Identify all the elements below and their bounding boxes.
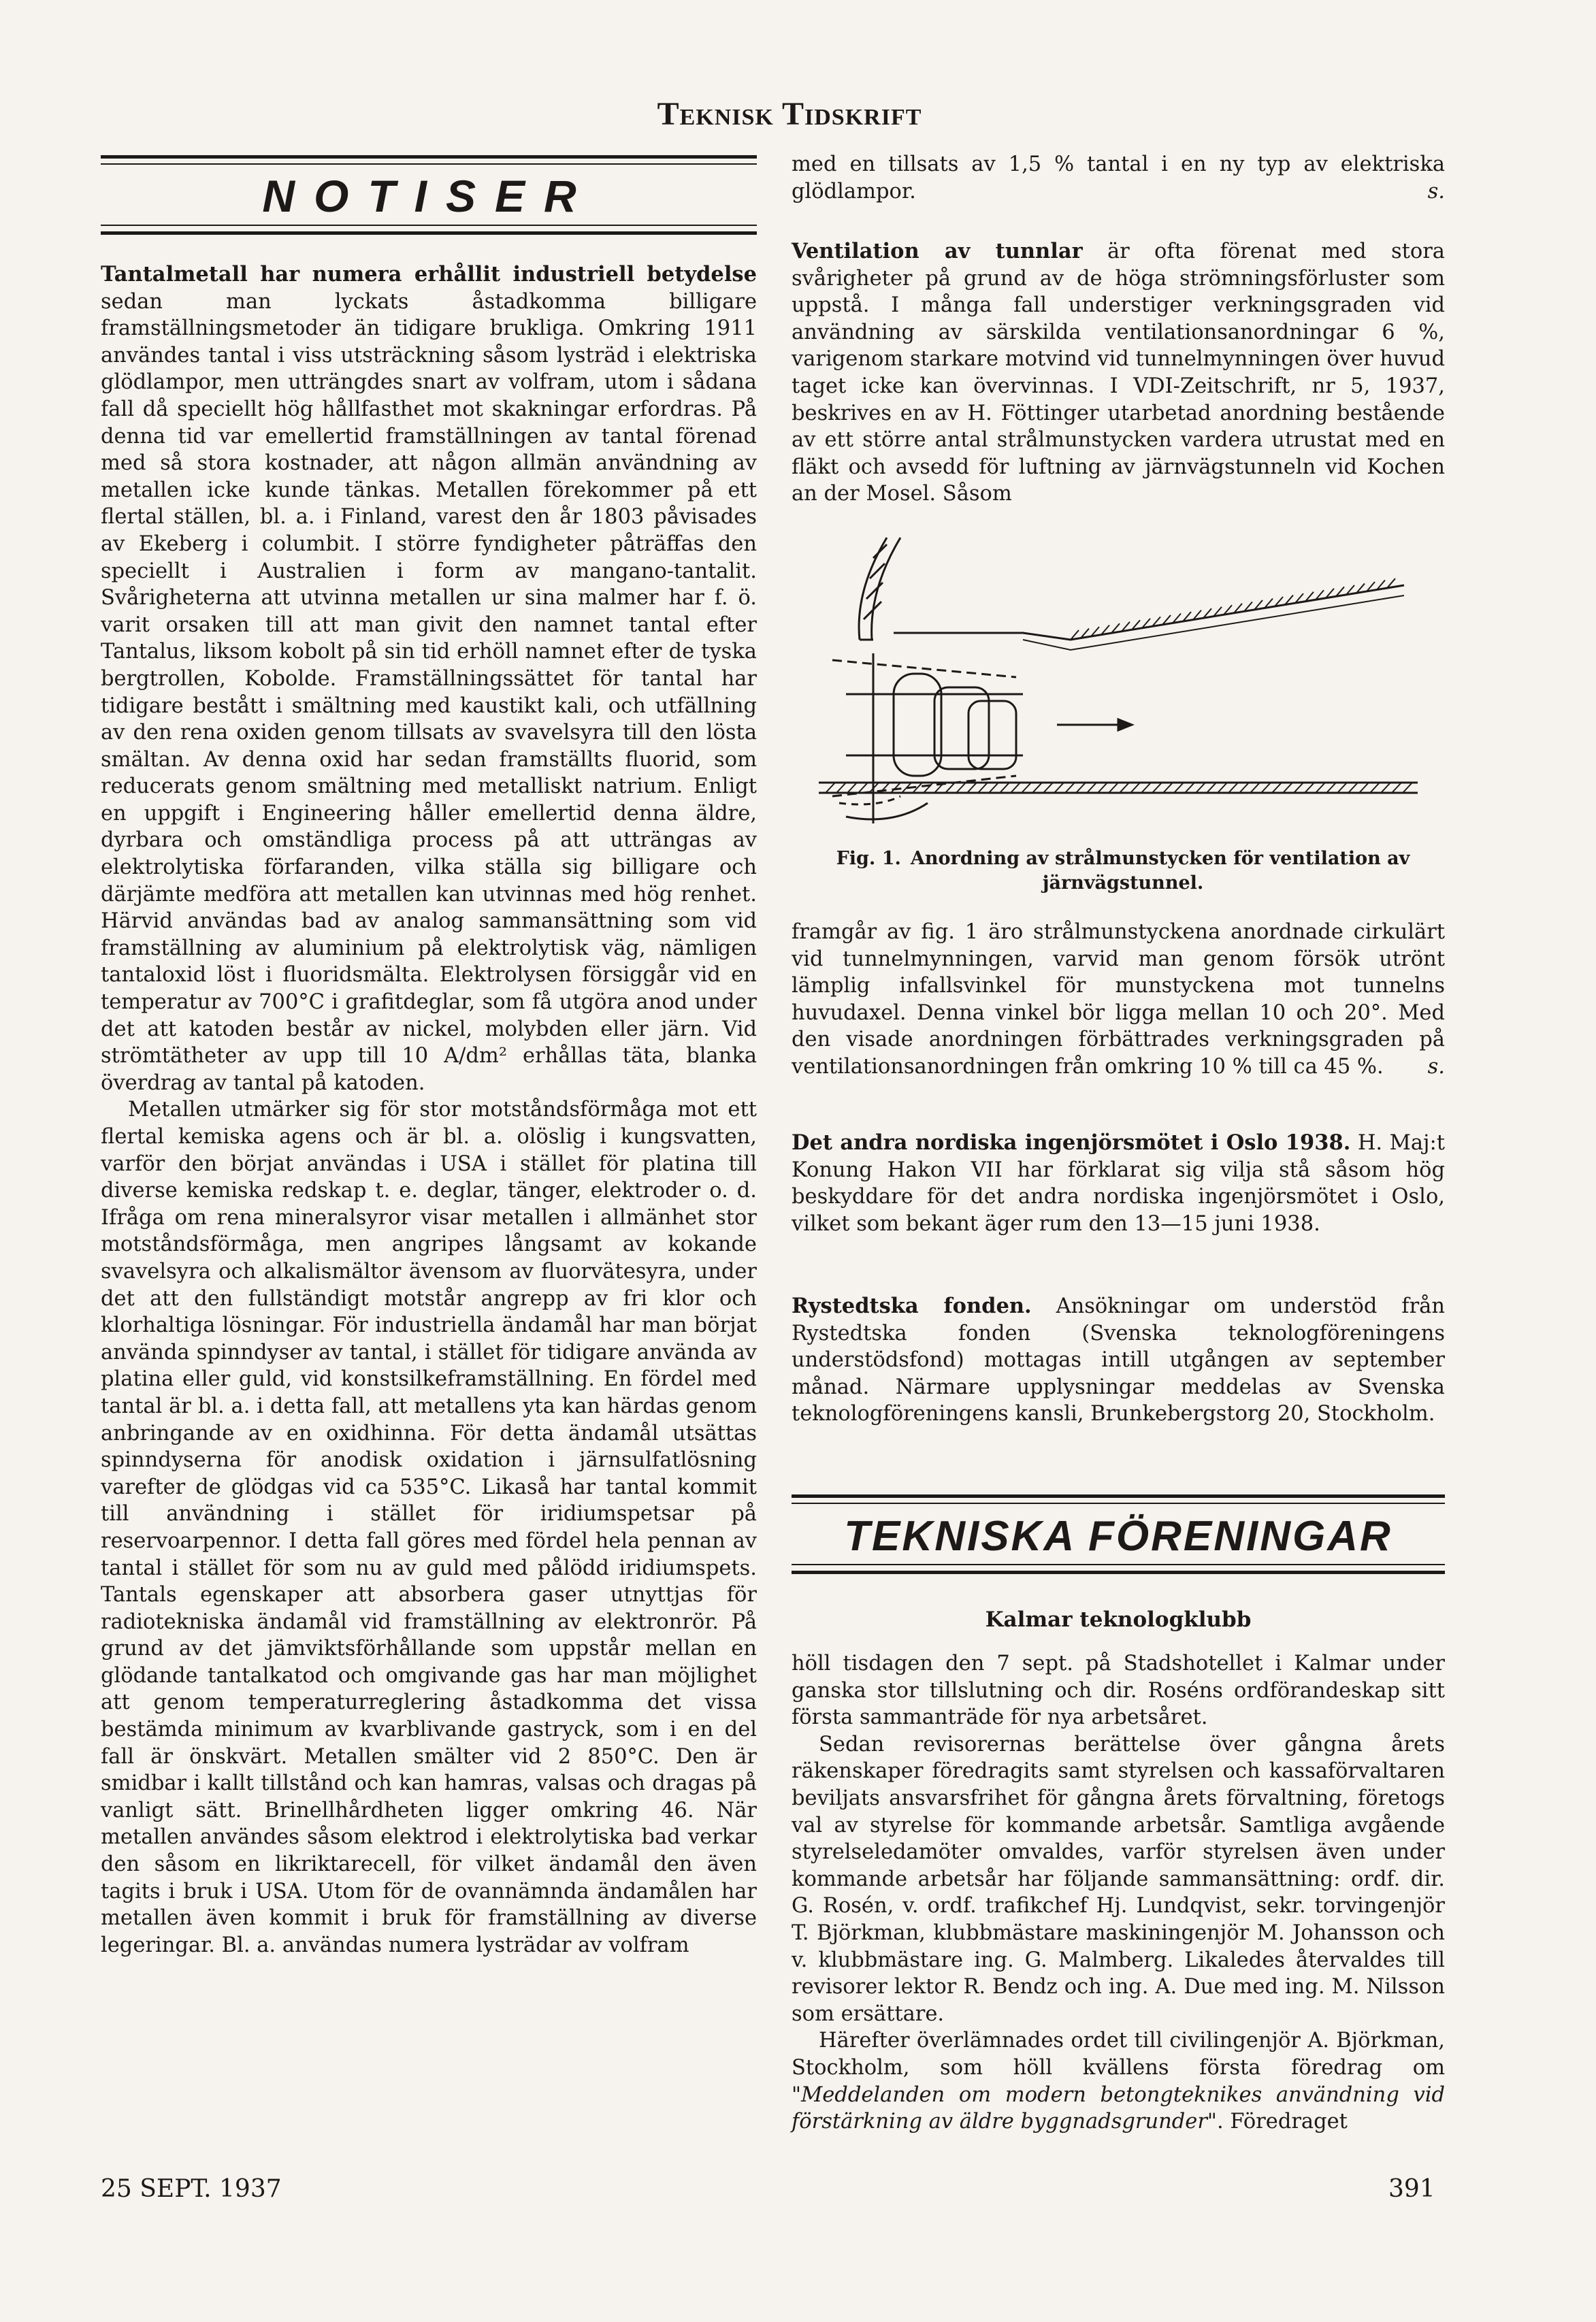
notiser-top-rule — [101, 155, 757, 159]
airflow-arrow-icon — [1057, 719, 1132, 730]
ventilation-paragraph-2: framgår av fig. 1 äro strålmunstyckena anordnade cirkulärt vid tunnelmynningen, varvid man genom försök utrönt lämplig infallsvinkel för munstyckena mot tunnelns huvudaxel. Denna vinkel bör ligga mellan 10 och 20°. Med den visade anordningen förbättrades verkningsgraden på ventilationsanordningen från omkring 10 % till ca 45 %. — [792, 920, 1445, 1079]
tunnel-ventilation-figure — [792, 531, 1445, 851]
issue-date: 25 SEPT. 1937 — [101, 2175, 282, 2203]
ventilation-heading: Ventilation av tunnlar — [792, 239, 1083, 263]
tunnel-portal-wall — [859, 538, 900, 640]
foreningar-top-rule — [792, 1494, 1445, 1498]
kalmar-club-heading: Kalmar teknologklubb — [985, 1607, 1252, 1632]
figure-label: Fig. 1. — [836, 848, 901, 869]
notiser-top-rule-thin — [101, 163, 757, 165]
rystedt-fund-article — [792, 1293, 1445, 1428]
ventilation-paragraph-1: är ofta förenat med stora svårigheter på grund av de höga strömningsförluster som uppstå. I många fall understiger verkningsgraden vid användning av särskilda ventilationsanordningar 6 %, varigenom starkare motvind vid tunnelmynningen över huvud taget icke kan övervinnas. I VDI-Zeitschrift, nr 5, 1937, beskrives en av H. Föttinger utarbetad anordning bestående av ett större antal strålmunstycken vardera utrustat med en fläkt och avsedd för luftning av järnvägstunneln vid Kochen an der Mosel. Såsom — [792, 240, 1445, 506]
rystedt-fund-body: Ansökningar om understöd från Rystedtska fonden (Svenska teknologföreningens understödsfond) mottagas intill utgången av september månad. Närmare upplysningar meddelas av Svenska teknologföreningens kansli, Brunkebergstorg 20, Stockholm. — [792, 1294, 1445, 1426]
figure-caption-text: Anordning av strålmunstycken för ventilation av järnvägstunnel. — [910, 848, 1410, 894]
kalmar-paragraph-1: höll tisdagen den 7 sept. på Stadshotellet i Kalmar under ganska stor tillslutning och dir. Roséns ordförandeskap sitt första sammanträde för nya arbetsåret. — [792, 1652, 1445, 1730]
rystedt-fund-heading: Rystedtska fonden. — [792, 1294, 1032, 1318]
upper-tunnel-lining — [894, 585, 1404, 650]
notiser-bottom-rule — [101, 231, 757, 235]
tantal-paragraph-2: Metallen utmärker sig för stor motståndsförmåga mot ett flertal kemiska agens och är bl. a. olöslig i kungsvatten, varför den börjat användas i USA i stället för platina till diverse kemiska redskap t. e. deglar, tänger, elektroder o. d. Ifråga om rena mineralsyror visar metallen i allmänhet stor motståndsförmåga, men angripes långsamt av kokande svavelsyra och alkalismältor ävensom av fluorvätesyra, under det att den fullständigt motstår angrepp av fri klor och klorhaltiga lösningar. För industriella ändamål har man börjat använda spinndyser av tantal, i stället för tidigare använda av platina eller guld, vid konstsilkeframställning. En fördel med tantal är bl. a. i detta fall, att metallens yta kan härdas genom anbringande av en oxidhinna. För detta ändamål utsättas spinndyserna för anodisk oxidation i järnsulfatlösning varefter de glödgas vid ca 535°C. Likaså har tantal kommit till användning i stället för iridiumspetsar på reservoarpennor. I detta fall göres med fördel hela pennan av tantal i stället för som nu av guld med pålödd iridiumspets. Tantals egenskaper att absorbera gaser utnyttjas för radiotekniska ändamål vid framställning av elektronrör. På grund av det jämviktsförhållande som uppstår mellan en glödande tantalkatod och omgivande gas har man möjlighet att genom temperaturreglering åstadkomma det vissa bestämda minimum av kvarblivande gastryck, som i en del fall är önskvärt. Metallen smälter vid 2 850°C. Den är smidbar i kallt tillstånd och kan hamras, valsas och dragas på vanligt sätt. Brinellhårdheten ligger omkring 46. När metallen användes såsom elektrod i elektrolytiska bad verkar den såsom en likriktarecell, för vilket ändamål den även tagits i bruk i USA. Utom för de ovannämnda ändamålen har metallen även kommit i bruk för framställning av diverse legeringar. Bl. a. användas numera lysträdar av volfram — [101, 1098, 757, 1957]
page-number: 391 — [1388, 2175, 1435, 2203]
lecture-title: "Meddelanden om modern betongteknikes användning vid förstärkning av äldre byggnadsgrunder" — [792, 2082, 1445, 2134]
foreningar-top-rule-thin — [792, 1503, 1445, 1504]
notiser-bottom-rule-thin — [101, 225, 757, 226]
ventilation-article — [792, 238, 1445, 508]
tantal-paragraph-1: sedan man lyckats åstadkomma billigare framställningsmetoder än tidigare brukliga. Omkring 1911 användes tantal i viss utsträckning såsom lysträd i elektriska glödlampor, men utträngdes snart av volfram, utom i sådana fall då speciellt hög hållfasthet mot skakningar erfordras. På denna tid var emellertid framställningen av tantal förenad med så stora kostnader, att någon allmän användning av metallen icke kunde tänkas. Metallen förekommer på ett flertal ställen, bl. a. i Finland, varest den år 1803 påvisades av Ekeberg i columbit. I större fyndigheter påträffas den speciellt i Australien i form av mangano-tantalit. Svårigheterna att utvinna metallen ur sina malmer har f. ö. varit orsaken till att man givit den namnet tantal efter Tantalus, liksom kobolt på sin tid erhöll namnet efter de tyska bergtrollen, Kobolde. Framställningssättet för tantal har tidigare bestått i smältning med kaustikt kali, och utfällning av den rena oxiden genom tillsats av svavelsyra till den lösta smältan. Av denna oxid har sedan framställts fluorid, som reducerats genom smältning med metalliskt natrium. Enligt en uppgift i Engineering håller emellertid denna äldre, dyrbara och omständliga process på att utträngas av elektrolytiska förfaranden, vilka ställa sig billigare och därjämte medföra att metallen kan utvinnas med hög renhet. Härvid användas bad av analog sammansättning som vid framställning av aluminium på elektrolytisk väg, nämligen tantaloxid löst i fluoridsmälta. Elektrolysen försiggår vid en temperatur av 700°C i grafitdeglar, som få utgöra anod under det att katoden består av nickel, molybden eller järn. Vid strömtätheter av upp till 10 A/dm² erhållas täta, blanka överdrag av tantal på katoden. — [101, 289, 757, 1095]
foreningar-title: TEKNISKA FÖRENINGAR — [844, 1513, 1393, 1560]
notiser-title: NOTISER — [262, 171, 596, 221]
foreningar-bottom-rule-thin — [792, 1564, 1445, 1565]
kalmar-club-article — [792, 1650, 1445, 2136]
figure-caption — [817, 847, 1429, 896]
kalmar-paragraph-2: Sedan revisorernas berättelse över gångna årets räkenskaper föredragits samt styrelsen och kassaförvaltaren beviljats ansvarsfrihet för gångna årets förvaltning, företogs val av styrelse för kommande arbetsår. Samtliga avgående styrelseledamöter omvaldes, varför styrelsen även under kommande arbetsår har följande sammansättning: ordf. dir. G. Rosén, v. ordf. trafikchef Hj. Lundqvist, sekr. torvingenjör T. Björkman, klubbmästare maskiningenjör M. Johansson och v. klubbmästare ing. G. Malmberg. Likaledes återvaldes till revisorer lektor R. Bendz och ing. A. Due med ing. M. Nilsson som ersättare. — [792, 1732, 1445, 2026]
nordic-meeting-body: H. Maj:t Konung Hakon VII har förklarat sig vilja stå såsom hög beskyddare för det andra nordiska ingenjörsmötet i Oslo, vilket som bekant äger rum den 13—15 juni 1938. — [792, 1131, 1446, 1236]
right-column — [792, 0, 1445, 2178]
jet-nozzles — [832, 653, 1023, 823]
nordic-meeting-article — [792, 1130, 1445, 1237]
kalmar-paragraph-3-start: Härefter överlämnades ordet till civilingenjör A. Björkman, Stockholm, som höll kvällens första föredrag om — [792, 2029, 1445, 2080]
left-column — [101, 0, 757, 2178]
tantal-heading: Tantalmetall har numera erhållit industriell betydelse — [101, 262, 757, 287]
ventilation-continuation — [792, 919, 1445, 1081]
tantal-continuation — [792, 151, 1445, 205]
journal-masthead: Teknisk Tidskrift — [657, 96, 922, 132]
kalmar-paragraph-3-end: . Föredraget — [1216, 2110, 1348, 2134]
upper-hatching — [1071, 578, 1395, 640]
signature-1: s. — [1427, 179, 1445, 203]
foreningar-bottom-rule — [792, 1571, 1445, 1574]
tantal-article — [101, 261, 757, 1959]
nordic-meeting-heading: Det andra nordiska ingenjörsmötet i Oslo 1938. — [792, 1130, 1351, 1155]
tantal-continuation-text: med en tillsats av 1,5 % tantal i en ny typ av elektriska glödlampor. — [792, 152, 1445, 203]
signature-2: s. — [1427, 1054, 1445, 1079]
